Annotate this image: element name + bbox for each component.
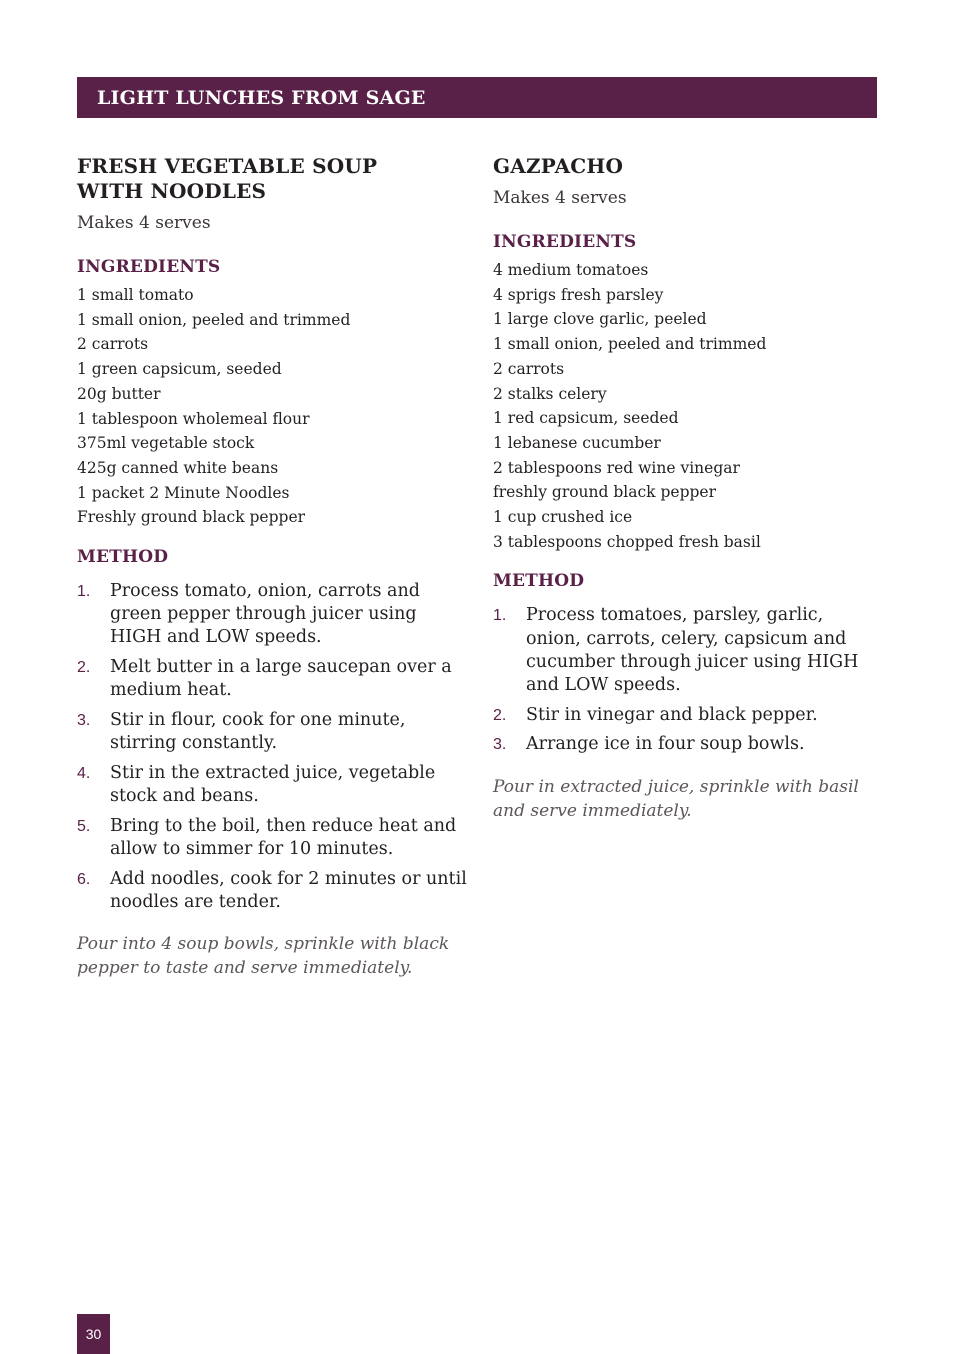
method-step [77, 580, 467, 650]
step-text: Process tomatoes, parsley, garlic, onion, carrots, celery, capsicum and cucumber through juicer using HIGH and LOW speeds. [526, 605, 859, 696]
method-step [77, 709, 467, 755]
ingredient-item: 4 sprigs fresh parsley [493, 285, 664, 304]
method-step [493, 733, 877, 756]
step-number: 2. [493, 706, 507, 724]
page-number [77, 1314, 110, 1354]
step-number: 1. [77, 583, 91, 601]
ingredient-item: 4 medium tomatoes [493, 261, 649, 279]
section-banner [77, 77, 877, 118]
ingredient-item: 20g butter [77, 384, 161, 403]
method-list [77, 580, 467, 914]
step-text: Stir in flour, cook for one minute, stirring constantly. [110, 710, 406, 754]
recipe-serves: Makes 4 serves [77, 213, 211, 233]
page-number-label: 30 [85, 1326, 102, 1342]
ingredient-item: 1 tablespoon wholemeal flour [77, 409, 310, 428]
ingredient-item: 425g canned white beans [77, 458, 279, 477]
ingredient-item: 2 carrots [493, 359, 565, 378]
ingredients-list [493, 258, 877, 554]
ingredient-item: 1 packet 2 Minute Noodles [77, 483, 290, 502]
recipe-title-line1: GAZPACHO [493, 154, 624, 178]
step-text: Stir in vinegar and black pepper. [526, 704, 818, 725]
step-text: Stir in the extracted juice, vegetable stock and beans. [110, 762, 436, 807]
recipe-title-line1: FRESH VEGETABLE SOUP [77, 154, 378, 178]
step-text: Bring to the boil, then reduce heat and allow to simmer for 10 minutes. [110, 815, 457, 860]
step-text: Melt butter in a large saucepan over a medium heat. [110, 657, 452, 701]
recipe-title [77, 154, 467, 204]
ingredient-item: 1 cup crushed ice [493, 508, 633, 527]
step-number: 3. [493, 736, 507, 754]
ingredients-heading: INGREDIENTS [493, 232, 637, 252]
step-number: 3. [77, 712, 91, 730]
ingredient-item: freshly ground black pepper [493, 483, 717, 502]
ingredient-item: 1 green capsicum, seeded [77, 360, 282, 379]
ingredients-heading: INGREDIENTS [77, 257, 221, 277]
step-number: 1. [493, 607, 507, 625]
step-number: 6. [77, 870, 91, 888]
recipe-title-line2: WITH NOODLES [77, 179, 267, 203]
serving-note: Pour in extracted juice, sprinkle with basil and serve immediately. [493, 776, 859, 821]
ingredient-item: Freshly ground black pepper [77, 508, 306, 527]
recipe-fresh-vegetable-soup [77, 154, 467, 980]
ingredient-item: 375ml vegetable stock [77, 434, 255, 453]
step-text: Process tomato, onion, carrots and green pepper through juicer using HIGH and LOW speeds. [110, 581, 420, 648]
recipe-serves: Makes 4 serves [493, 188, 627, 208]
ingredient-item: 2 stalks celery [493, 384, 607, 403]
ingredient-item: 1 lebanese cucumber [493, 433, 661, 452]
method-step [493, 704, 877, 727]
method-step [77, 815, 467, 861]
ingredient-item: 1 small tomato [77, 286, 194, 304]
serving-note: Pour into 4 soup bowls, sprinkle with black pepper to taste and serve immediately. [77, 934, 450, 979]
ingredient-item: 3 tablespoons chopped fresh basil [493, 532, 761, 551]
step-text: Arrange ice in four soup bowls. [526, 734, 805, 755]
step-number: 5. [77, 817, 91, 835]
method-heading: METHOD [77, 547, 169, 568]
method-step [77, 656, 467, 702]
method-heading: METHOD [493, 571, 585, 592]
ingredient-item: 1 large clove garlic, peeled [493, 310, 707, 329]
step-text: Add noodles, cook for 2 minutes or until noodles are tender. [110, 868, 467, 912]
step-number: 2. [77, 659, 91, 677]
ingredients-list [77, 283, 467, 530]
ingredient-item: 2 carrots [77, 335, 149, 354]
step-number: 4. [77, 764, 91, 782]
method-step [493, 604, 877, 697]
recipe-gazpacho [493, 154, 877, 823]
section-title: LIGHT LUNCHES FROM SAGE [97, 86, 426, 109]
method-step [77, 762, 467, 808]
method-list [493, 604, 877, 756]
ingredient-item: 1 small onion, peeled and trimmed [493, 335, 767, 354]
ingredient-item: 1 small onion, peeled and trimmed [77, 310, 351, 329]
method-step [77, 868, 467, 914]
ingredient-item: 1 red capsicum, seeded [493, 409, 679, 428]
ingredient-item: 2 tablespoons red wine vinegar [493, 458, 740, 477]
recipe-title [493, 154, 877, 179]
